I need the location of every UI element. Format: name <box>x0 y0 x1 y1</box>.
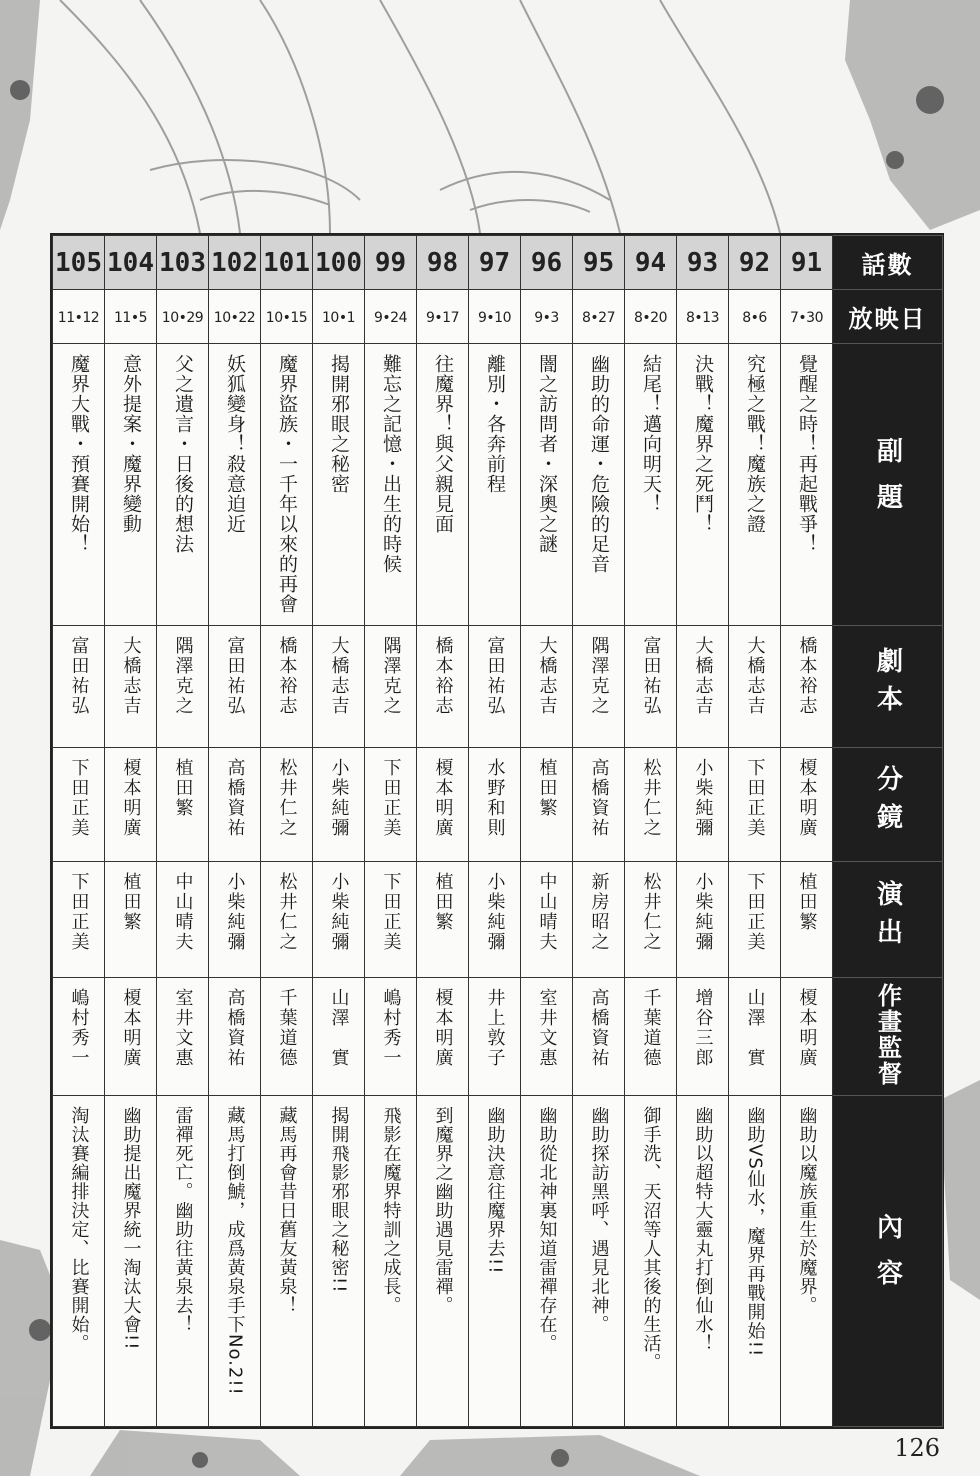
director-cell <box>573 862 625 978</box>
airdate-row <box>53 290 943 344</box>
animation-director: 高橋資祐 <box>588 988 610 1068</box>
airdate: 9•3 <box>534 310 559 326</box>
storyboard-artist: 植田繁 <box>536 758 558 818</box>
subtitle: 魔界盜族・一千年以來的再會 <box>276 354 298 614</box>
episode-number: 97 <box>478 247 511 278</box>
director-cell <box>313 862 365 978</box>
subtitle-cell <box>105 344 157 626</box>
storyboard-cell <box>365 748 417 862</box>
episode-number: 103 <box>159 247 206 278</box>
page-number: 126 <box>894 1434 940 1462</box>
script-writer: 大橋志吉 <box>328 636 350 716</box>
director-cell <box>469 862 521 978</box>
script-writer: 富田祐弘 <box>484 636 506 716</box>
subtitle-cell <box>625 344 677 626</box>
animation-director-cell <box>105 978 157 1096</box>
subtitle-cell <box>261 344 313 626</box>
episode-content: 淘汰賽編排決定、比賽開始。 <box>68 1106 90 1353</box>
header-animation-director-label: 作畫監督 <box>873 982 902 1087</box>
airdate: 7•30 <box>790 310 823 326</box>
script-cell <box>677 626 729 748</box>
storyboard-artist: 松井仁之 <box>640 758 662 838</box>
episode-content: 雷禪死亡。幽助往黃泉去！ <box>172 1106 194 1334</box>
airdate-cell <box>209 290 261 344</box>
script-cell <box>105 626 157 748</box>
episode-director: 小柴純彌 <box>692 872 714 952</box>
subtitle-cell <box>365 344 417 626</box>
header-director <box>833 862 943 978</box>
episode-number: 98 <box>426 247 459 278</box>
episode-director: 小柴純彌 <box>224 872 246 952</box>
episode-number: 92 <box>738 247 771 278</box>
header-script <box>833 626 943 748</box>
subtitle-cell <box>469 344 521 626</box>
episode-table <box>52 235 943 1427</box>
director-cell <box>417 862 469 978</box>
animation-director: 千葉道德 <box>640 988 662 1068</box>
subtitle-cell <box>417 344 469 626</box>
episode-content: 到魔界之幽助遇見雷禪。 <box>432 1106 454 1315</box>
episode-number-cell <box>157 236 209 290</box>
storyboard-cell <box>261 748 313 862</box>
storyboard-cell <box>313 748 365 862</box>
script-cell <box>365 626 417 748</box>
episode-director: 植田繁 <box>120 872 142 932</box>
episode-number: 100 <box>315 247 362 278</box>
episode-content: 幽助以超特大靈丸打倒仙水！ <box>692 1106 714 1353</box>
episode-number: 101 <box>263 247 310 278</box>
episode-number: 96 <box>530 247 563 278</box>
episode-director: 下田正美 <box>744 872 766 952</box>
episode-number-cell <box>469 236 521 290</box>
subtitle: 父之遺言・日後的想法 <box>172 354 194 554</box>
storyboard-artist: 下田正美 <box>744 758 766 838</box>
storyboard-row <box>53 748 943 862</box>
content-cell <box>521 1096 573 1427</box>
script-cell <box>53 626 105 748</box>
episode-number: 93 <box>686 247 719 278</box>
script-cell <box>261 626 313 748</box>
subtitle-cell <box>521 344 573 626</box>
subtitle-cell <box>313 344 365 626</box>
episode-content: 幽助以魔族重生於魔界。 <box>796 1106 818 1315</box>
script-writer: 隅澤克之 <box>380 636 402 716</box>
episode-number-cell <box>677 236 729 290</box>
content-cell <box>209 1096 261 1427</box>
episode-number-cell <box>573 236 625 290</box>
episode-number-cell <box>521 236 573 290</box>
subtitle: 魔界大戰・預賽開始！ <box>68 354 90 554</box>
subtitle-cell <box>781 344 833 626</box>
airdate-cell <box>521 290 573 344</box>
animation-director: 井上敦子 <box>484 988 506 1068</box>
episode-number-cell <box>105 236 157 290</box>
header-storyboard-label: 分鏡 <box>872 764 903 841</box>
director-cell <box>105 862 157 978</box>
animation-director: 室井文惠 <box>172 988 194 1068</box>
director-cell <box>781 862 833 978</box>
animation-director-cell <box>157 978 209 1096</box>
subtitle: 決戰！魔界之死鬥！ <box>692 354 714 534</box>
content-cell <box>261 1096 313 1427</box>
episode-content: 幽助從北神裏知道雷禪存在。 <box>536 1106 558 1353</box>
episode-table-frame <box>50 233 944 1429</box>
director-row <box>53 862 943 978</box>
airdate: 8•20 <box>634 310 667 326</box>
script-cell <box>209 626 261 748</box>
content-cell <box>781 1096 833 1427</box>
director-cell <box>157 862 209 978</box>
storyboard-cell <box>729 748 781 862</box>
episode-number: 104 <box>107 247 154 278</box>
airdate-cell <box>469 290 521 344</box>
airdate: 10•15 <box>265 310 308 326</box>
storyboard-artist: 植田繁 <box>172 758 194 818</box>
airdate: 8•27 <box>582 310 615 326</box>
airdate-cell <box>573 290 625 344</box>
subtitle: 意外提案・魔界變動 <box>120 354 142 534</box>
content-row <box>53 1096 943 1427</box>
header-animation-director <box>833 978 943 1096</box>
episode-content: 幽助VS仙水，魔界再戰開始!! <box>744 1106 766 1358</box>
subtitle-cell <box>677 344 729 626</box>
episode-number: 94 <box>634 247 667 278</box>
subtitle: 離別・各奔前程 <box>484 354 506 494</box>
episode-number-cell <box>53 236 105 290</box>
airdate: 11•12 <box>57 310 100 326</box>
director-cell <box>521 862 573 978</box>
episode-number-cell <box>417 236 469 290</box>
episode-director: 松井仁之 <box>276 872 298 952</box>
airdate-cell <box>729 290 781 344</box>
episode-director: 小柴純彌 <box>484 872 506 952</box>
subtitle: 往魔界！與父親見面 <box>432 354 454 534</box>
airdate: 10•29 <box>161 310 204 326</box>
airdate-cell <box>261 290 313 344</box>
subtitle: 揭開邪眼之秘密 <box>328 354 350 494</box>
episode-number-row <box>53 236 943 290</box>
animation-director-cell <box>469 978 521 1096</box>
header-content-label: 內容 <box>872 1213 903 1305</box>
subtitle: 覺醒之時！再起戰爭！ <box>796 354 818 554</box>
director-cell <box>209 862 261 978</box>
director-cell <box>625 862 677 978</box>
script-writer: 橋本裕志 <box>796 636 818 716</box>
content-cell <box>469 1096 521 1427</box>
animation-director: 山澤 實 <box>328 988 350 1068</box>
episode-content: 藏馬打倒鯱，成爲黃泉手下No.2!! <box>224 1106 246 1396</box>
script-writer: 富田祐弘 <box>68 636 90 716</box>
episode-director: 下田正美 <box>68 872 90 952</box>
episode-director: 小柴純彌 <box>328 872 350 952</box>
animation-director: 榎本明廣 <box>796 988 818 1068</box>
animation-director-cell <box>521 978 573 1096</box>
storyboard-artist: 高橋資祐 <box>588 758 610 838</box>
episode-director: 植田繁 <box>796 872 818 932</box>
script-cell <box>573 626 625 748</box>
animation-director: 嶋村秀一 <box>68 988 90 1068</box>
subtitle-cell <box>157 344 209 626</box>
animation-director-cell <box>209 978 261 1096</box>
airdate: 9•10 <box>478 310 511 326</box>
content-cell <box>53 1096 105 1427</box>
content-cell <box>417 1096 469 1427</box>
director-cell <box>677 862 729 978</box>
airdate: 9•24 <box>374 310 407 326</box>
episode-number: 105 <box>55 247 102 278</box>
animation-director-cell <box>313 978 365 1096</box>
script-cell <box>781 626 833 748</box>
airdate-cell <box>313 290 365 344</box>
episode-number-cell <box>365 236 417 290</box>
episode-number-cell <box>209 236 261 290</box>
script-cell <box>521 626 573 748</box>
content-cell <box>365 1096 417 1427</box>
subtitle: 難忘之記憶・出生的時候 <box>380 354 402 574</box>
storyboard-cell <box>469 748 521 862</box>
storyboard-cell <box>573 748 625 862</box>
airdate: 10•1 <box>322 310 355 326</box>
animation-director-cell <box>53 978 105 1096</box>
airdate: 8•13 <box>686 310 719 326</box>
header-episode <box>833 236 943 290</box>
storyboard-artist: 下田正美 <box>68 758 90 838</box>
storyboard-artist: 下田正美 <box>380 758 402 838</box>
episode-number-cell <box>313 236 365 290</box>
episode-number-cell <box>625 236 677 290</box>
script-cell <box>469 626 521 748</box>
animation-director: 山澤 實 <box>744 988 766 1068</box>
storyboard-artist: 榎本明廣 <box>120 758 142 838</box>
animation-director-cell <box>573 978 625 1096</box>
airdate-cell <box>365 290 417 344</box>
director-cell <box>729 862 781 978</box>
subtitle-row <box>53 344 943 626</box>
director-cell <box>53 862 105 978</box>
header-episode-label: 話數 <box>861 251 914 279</box>
storyboard-cell <box>677 748 729 862</box>
animation-director-cell <box>625 978 677 1096</box>
airdate-cell <box>105 290 157 344</box>
script-writer: 隅澤克之 <box>172 636 194 716</box>
airdate-cell <box>781 290 833 344</box>
script-writer: 大橋志吉 <box>120 636 142 716</box>
subtitle: 結尾！邁向明天！ <box>640 354 662 514</box>
animation-director-cell <box>417 978 469 1096</box>
episode-content: 飛影在魔界特訓之成長。 <box>380 1106 402 1315</box>
storyboard-artist: 水野和則 <box>484 758 506 838</box>
airdate-cell <box>157 290 209 344</box>
animation-director-cell <box>261 978 313 1096</box>
storyboard-artist: 高橋資祐 <box>224 758 246 838</box>
content-cell <box>625 1096 677 1427</box>
subtitle: 闇之訪問者・深奧之謎 <box>536 354 558 554</box>
subtitle-cell <box>209 344 261 626</box>
episode-director: 松井仁之 <box>640 872 662 952</box>
animation-director: 嶋村秀一 <box>380 988 402 1068</box>
episode-director: 下田正美 <box>380 872 402 952</box>
animation-director: 榎本明廣 <box>120 988 142 1068</box>
script-cell <box>157 626 209 748</box>
animation-director-cell <box>781 978 833 1096</box>
script-writer: 大橋志吉 <box>744 636 766 716</box>
storyboard-cell <box>53 748 105 862</box>
airdate-cell <box>625 290 677 344</box>
storyboard-cell <box>625 748 677 862</box>
script-row <box>53 626 943 748</box>
airdate-cell <box>677 290 729 344</box>
episode-number: 95 <box>582 247 615 278</box>
content-cell <box>573 1096 625 1427</box>
storyboard-cell <box>417 748 469 862</box>
subtitle: 妖狐變身！殺意迫近 <box>224 354 246 534</box>
episode-number: 99 <box>374 247 407 278</box>
content-cell <box>313 1096 365 1427</box>
storyboard-cell <box>105 748 157 862</box>
episode-content: 幽助決意往魔界去!! <box>484 1106 506 1275</box>
content-cell <box>105 1096 157 1427</box>
storyboard-artist: 小柴純彌 <box>692 758 714 838</box>
airdate: 8•6 <box>742 310 767 326</box>
director-cell <box>365 862 417 978</box>
animation-director-cell <box>365 978 417 1096</box>
script-cell <box>729 626 781 748</box>
episode-director: 植田繁 <box>432 872 454 932</box>
storyboard-cell <box>157 748 209 862</box>
subtitle: 幽助的命運・危險的足音 <box>588 354 610 574</box>
storyboard-artist: 榎本明廣 <box>432 758 454 838</box>
episode-content: 幽助探訪黑呼、遇見北神。 <box>588 1106 610 1334</box>
header-subtitle <box>833 344 943 626</box>
animation-director: 室井文惠 <box>536 988 558 1068</box>
airdate-cell <box>417 290 469 344</box>
airdate-cell <box>53 290 105 344</box>
subtitle-cell <box>573 344 625 626</box>
script-writer: 大橋志吉 <box>692 636 714 716</box>
content-cell <box>157 1096 209 1427</box>
content-cell <box>729 1096 781 1427</box>
script-writer: 富田祐弘 <box>640 636 662 716</box>
script-cell <box>417 626 469 748</box>
subtitle-cell <box>53 344 105 626</box>
animation-director: 榎本明廣 <box>432 988 454 1068</box>
airdate: 11•5 <box>114 310 147 326</box>
airdate: 10•22 <box>213 310 256 326</box>
episode-number: 91 <box>790 247 823 278</box>
episode-content: 藏馬再會昔日舊友黃泉！ <box>276 1106 298 1315</box>
header-director-label: 演出 <box>872 879 903 956</box>
airdate: 9•17 <box>426 310 459 326</box>
animation-director: 增谷三郎 <box>692 988 714 1068</box>
subtitle-cell <box>729 344 781 626</box>
episode-number-cell <box>261 236 313 290</box>
script-writer: 大橋志吉 <box>536 636 558 716</box>
script-writer: 橋本裕志 <box>432 636 454 716</box>
animation-director: 高橋資祐 <box>224 988 246 1068</box>
animation-director-row <box>53 978 943 1096</box>
header-subtitle-label: 副題 <box>872 436 903 529</box>
script-writer: 富田祐弘 <box>224 636 246 716</box>
episode-content: 幽助提出魔界統一淘汰大會!! <box>120 1106 142 1351</box>
episode-number-cell <box>729 236 781 290</box>
subtitle: 究極之戰！魔族之證 <box>744 354 766 534</box>
content-cell <box>677 1096 729 1427</box>
episode-content: 御手洗、天沼等人其後的生活。 <box>640 1106 662 1372</box>
header-storyboard <box>833 748 943 862</box>
storyboard-cell <box>781 748 833 862</box>
episode-director: 中山晴夫 <box>536 872 558 952</box>
episode-number-cell <box>781 236 833 290</box>
storyboard-artist: 小柴純彌 <box>328 758 350 838</box>
animation-director-cell <box>729 978 781 1096</box>
script-cell <box>313 626 365 748</box>
storyboard-cell <box>521 748 573 862</box>
episode-number: 102 <box>211 247 258 278</box>
storyboard-cell <box>209 748 261 862</box>
storyboard-artist: 榎本明廣 <box>796 758 818 838</box>
header-content <box>833 1096 943 1427</box>
header-script-label: 劇本 <box>872 646 903 723</box>
animation-director: 千葉道德 <box>276 988 298 1068</box>
animation-director-cell <box>677 978 729 1096</box>
header-airdate-label: 放映日 <box>848 305 927 333</box>
storyboard-artist: 松井仁之 <box>276 758 298 838</box>
script-cell <box>625 626 677 748</box>
episode-director: 中山晴夫 <box>172 872 194 952</box>
script-writer: 橋本裕志 <box>276 636 298 716</box>
director-cell <box>261 862 313 978</box>
episode-content: 揭開飛影邪眼之秘密!! <box>328 1106 350 1294</box>
script-writer: 隅澤克之 <box>588 636 610 716</box>
header-airdate <box>833 290 943 344</box>
episode-director: 新房昭之 <box>588 872 610 952</box>
